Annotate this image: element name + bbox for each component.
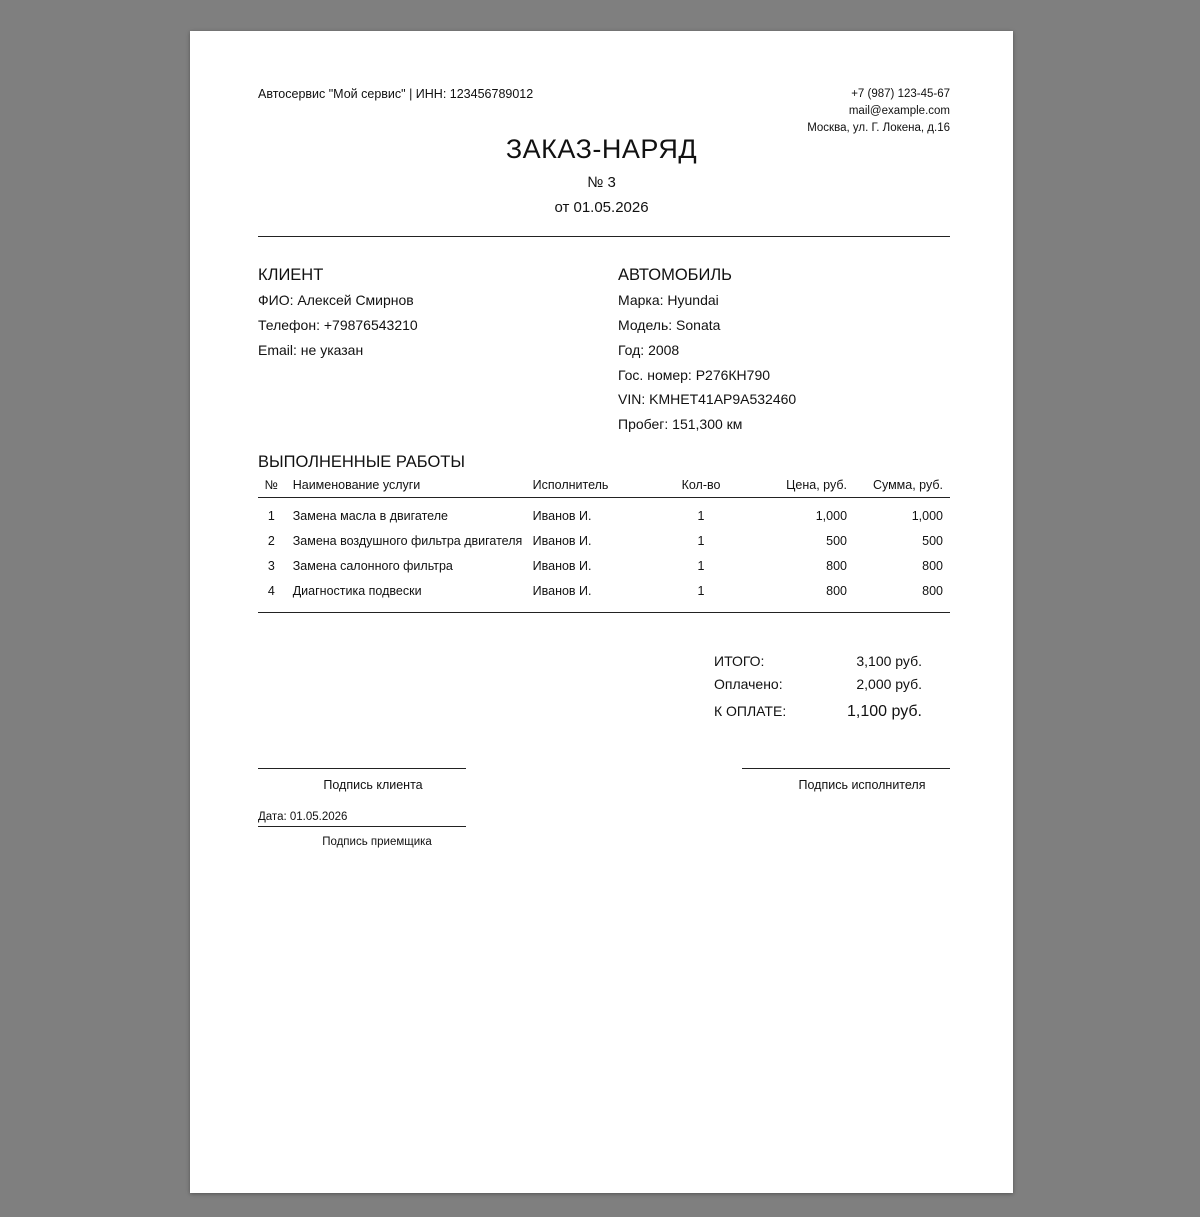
row-executor: Иванов И. xyxy=(532,559,592,573)
works-section-title: ВЫПОЛНЕННЫЕ РАБОТЫ xyxy=(258,453,465,471)
car-model: Модель: Sonata xyxy=(618,317,721,333)
client-section-title: КЛИЕНТ xyxy=(258,266,324,284)
receiver-signature-line xyxy=(258,826,466,827)
col-qty-header: Кол-во xyxy=(652,477,751,498)
table-row xyxy=(258,549,950,574)
row-executor: Иванов И. xyxy=(532,584,592,598)
table-header-row xyxy=(258,477,950,498)
works-table xyxy=(258,477,950,613)
row-executor: Иванов И. xyxy=(532,509,592,523)
company-phone: +7 (987) 123-45-67 xyxy=(851,88,950,100)
row-price: 800 xyxy=(826,559,848,573)
row-service: Замена масла в двигателе xyxy=(292,509,448,523)
row-executor: Иванов И. xyxy=(532,534,592,548)
company-email: mail@example.com xyxy=(848,105,950,117)
table-row xyxy=(258,574,950,613)
client-phone: Телефон: +79876543210 xyxy=(258,317,418,333)
document-title: ЗАКАЗ-НАРЯД xyxy=(505,134,698,164)
row-qty: 1 xyxy=(697,559,705,573)
due-value: 1,100 руб. xyxy=(847,703,922,720)
row-price: 1,000 xyxy=(815,509,848,523)
car-vin: VIN: KMHET41AP9A532460 xyxy=(618,391,797,407)
row-number: 4 xyxy=(267,584,275,598)
table-row xyxy=(258,498,950,525)
car-plate: Гос. номер: Р276КН790 xyxy=(618,367,771,383)
contact-block xyxy=(807,86,950,137)
client-email: Email: не указан xyxy=(258,342,364,358)
col-sum-header: Сумма, руб. xyxy=(847,477,950,498)
row-sum: 1,000 xyxy=(911,509,943,523)
header-divider xyxy=(258,236,950,237)
company-address: Москва, ул. Г. Локена, д.16 xyxy=(807,122,950,134)
car-mileage: Пробег: 151,300 км xyxy=(618,416,743,432)
row-qty: 1 xyxy=(697,584,705,598)
executor-signature-label: Подпись исполнителя xyxy=(798,778,926,792)
executor-signature-line xyxy=(742,768,950,769)
col-executor-header: Исполнитель xyxy=(533,477,652,498)
client-name: ФИО: Алексей Смирнов xyxy=(258,292,414,308)
client-signature-label: Подпись клиента xyxy=(323,778,423,792)
row-qty: 1 xyxy=(697,509,705,523)
row-number: 1 xyxy=(267,509,275,523)
col-service-header: Наименование услуги xyxy=(285,477,533,498)
signature-date: Дата: 01.05.2026 xyxy=(258,811,348,823)
row-sum: 800 xyxy=(922,559,943,573)
document-number: № 3 xyxy=(587,174,616,191)
row-service: Замена салонного фильтра xyxy=(292,559,453,573)
table-row xyxy=(258,524,950,549)
total-value: 3,100 руб. xyxy=(856,653,922,669)
row-sum: 500 xyxy=(922,534,943,548)
work-order-page xyxy=(190,31,1013,1193)
due-label: К ОПЛАТЕ: xyxy=(714,703,787,719)
total-label: ИТОГО: xyxy=(714,653,765,669)
car-year: Год: 2008 xyxy=(618,342,680,358)
row-price: 800 xyxy=(826,584,848,598)
row-number: 3 xyxy=(267,559,275,573)
row-number: 2 xyxy=(267,534,275,548)
paid-value: 2,000 руб. xyxy=(856,676,922,692)
paid-label: Оплачено: xyxy=(714,676,783,692)
car-make: Марка: Hyundai xyxy=(618,292,719,308)
row-service: Диагностика подвески xyxy=(292,584,422,598)
client-signature-line xyxy=(258,768,466,769)
col-price-header: Цена, руб. xyxy=(750,477,847,498)
document-date: от 01.05.2026 xyxy=(554,199,649,216)
row-service: Замена воздушного фильтра двигателя xyxy=(292,534,523,548)
col-number-header: № xyxy=(258,477,285,498)
company-info: Автосервис "Мой сервис" | ИНН: 123456789012 xyxy=(258,87,534,101)
row-price: 500 xyxy=(826,534,848,548)
row-sum: 800 xyxy=(922,584,943,598)
car-section-title: АВТОМОБИЛЬ xyxy=(618,266,733,284)
row-qty: 1 xyxy=(697,534,705,548)
receiver-signature-label: Подпись приемщика xyxy=(322,836,432,848)
